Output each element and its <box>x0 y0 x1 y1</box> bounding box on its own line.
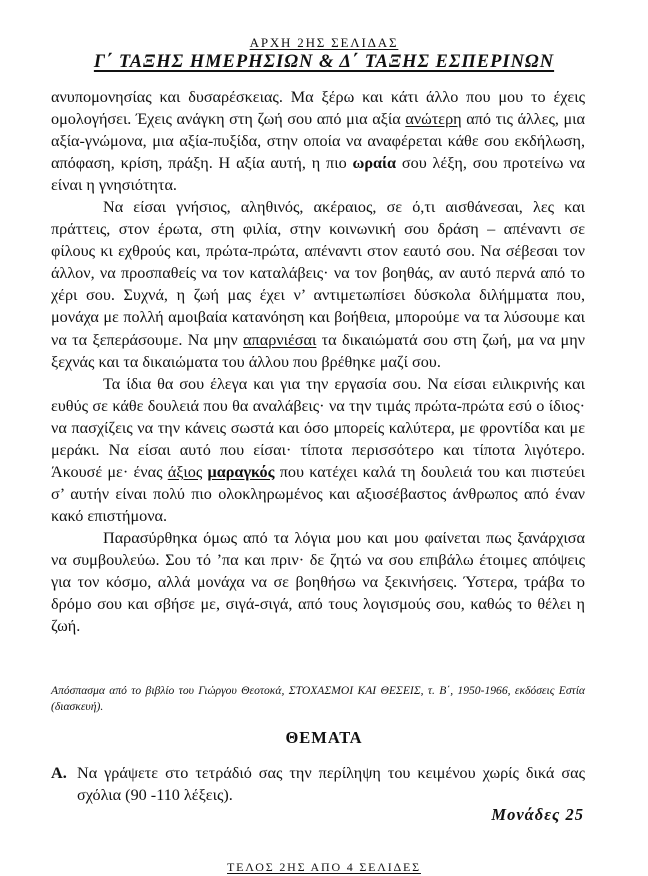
bold-word: ωραία <box>352 154 397 173</box>
bold-underlined-word: μαραγκός <box>207 462 275 481</box>
underlined-word: άξιος <box>167 462 203 481</box>
page-end-footer: ΤΕΛΟΣ 2ΗΣ ΑΠΟ 4 ΣΕΛΙΔΕΣ <box>227 860 421 874</box>
question-label: Α. <box>51 764 67 782</box>
passage-paragraph-1: ανυπομονησίας και δυσαρέσκειας. Μα ξέρω και κάτι άλλο που μου το έχεις ομολογήσει. Έχεις ανάγκη στη ζωή σου από μια αξία ανώτερη από τις άλλες, μια αξία-γνώμονα, μια αξία-πυξίδα, στην οποία να αναφέρεται κάθε σου εκδήλωση, απόφαση, κρίση, πράξη. Η αξία αυτή, η πιο ωραία σου λέξη, σου προτείνω να είναι η γνησιότητα. <box>51 88 586 195</box>
passage-paragraph-4: Παρασύρθηκα όμως από τα λόγια μου και μου φαίνεται πως ξανάρχισα να συμβουλεύω. Σου τό ’πα και πριν· δε ζητώ να σου επιβάλω έτοιμες απόψεις για τον κόσμο, αλλά μονάχα να σε βοηθήσω να ξεκινήσεις. Ύστερα, τράβα το δρόμο σου και σβήσε με, σιγά-σιγά, από τους λογισμούς σου, καθώς το θέλει η ζωή. <box>51 528 585 636</box>
source-citation: Απόσπασμα από το βιβλίο του Γιώργου Θεοτοκά, ΣΤΟΧΑΣΜΟΙ ΚΑΙ ΘΕΣΕΙΣ, τ. Β΄, 1950-1966, εκδόσεις Εστία (διασκευή). <box>51 684 585 713</box>
question-text: Να γράψετε στο τετράδιό σας την περίληψη του κειμένου χωρίς δικά σας σχόλια (90 -110 λέξεις). <box>77 764 585 804</box>
passage-paragraph-2: Να είσαι γνήσιος, αληθινός, ακέραιος, σε ό,τι αισθάνεσαι, λες και πράττεις, στον έρωτα, στη φιλία, στην κοινωνική σου δράση – απέναντι σε φίλους κι εχθρούς και, πρώτα-πρώτα, απέναντι στον εαυτό σου. Να σέβεσαι τον άλλον, να προσπαθείς να τον καταλάβεις· να τον βοηθάς, αν αυτό περνά από το χέρι σου. Συχνά, η ζωή μας έχει ν’ αντιμετωπίσει δύσκολα διλήμματα που, μονάχα με πολλή αμοιβαία κατανόηση και βοήθεια, μπορούμε να τα λύσουμε και να τα ξεπεράσουμε. Να μην απαρνιέσαι τα δικαιώματά σου στη ζωή, μα να μην ξεχνάς και τα δικαιώματα του άλλου που βρέθηκε μαζί σου. <box>51 198 585 371</box>
points-label: Μονάδες 25 <box>491 805 584 824</box>
class-title: Γ΄ ΤΑΞΗΣ ΗΜΕΡΗΣΙΩΝ & Δ΄ ΤΑΞΗΣ ΕΣΠΕΡΙΝΩΝ <box>93 52 555 72</box>
passage-paragraph-3: Τα ίδια θα σου έλεγα και για την εργασία σου. Να είσαι ειλικρινής και ευθύς σε κάθε δουλειά που θα αναλάβεις· να την τιμάς πρώτα-πρώτα εσύ ο ίδιος· να πασχίζεις να την κάνεις σωστά και όσο μπορείς καλύτερα, με φροντίδα και με μεράκι. Να είσαι αυτό που είσαι· τίποτα περισσότερο και τίποτα λιγότερο. Άκουσέ με· ένας άξιος μαραγκός που κατέχει καλά τη δουλειά του και πιστεύει σ’ αυτήν είναι πολύ πιο ολοκληρωμένος και αξιοσέβαστος άνθρωπος από έναν κακό επιστήμονα. <box>51 374 586 525</box>
passage-text <box>51 86 585 637</box>
underlined-word: ανώτερη <box>405 110 462 129</box>
themes-heading: ΘΕΜΑΤΑ <box>285 728 363 747</box>
question-a <box>51 762 585 806</box>
page-start-header: ΑΡΧΗ 2ΗΣ ΣΕΛΙΔΑΣ <box>249 35 399 50</box>
underlined-word: απαρνιέσαι <box>243 330 317 349</box>
